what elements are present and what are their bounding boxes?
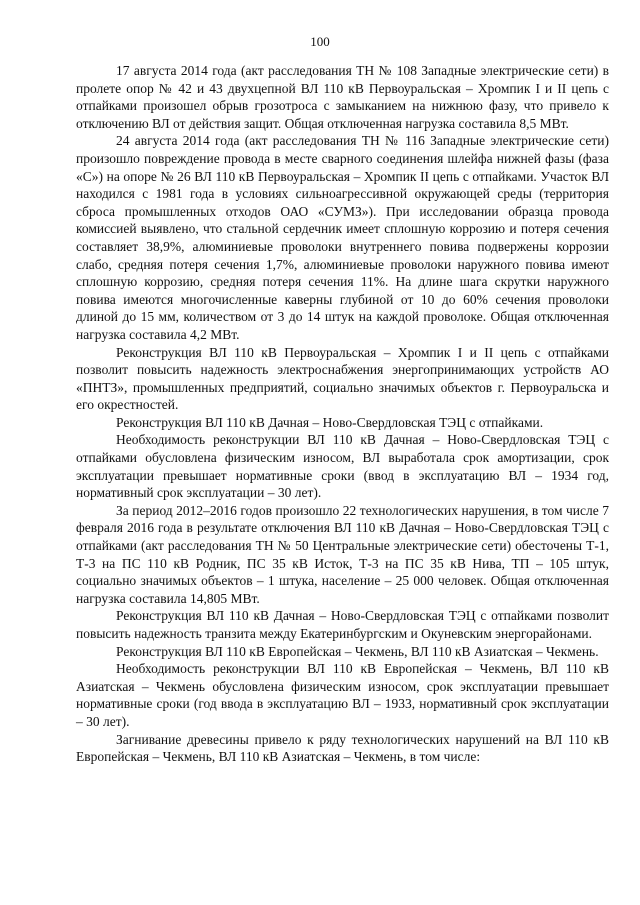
paragraph-8: Реконструкция ВЛ 110 кВ Европейская – Чекмень, ВЛ 110 кВ Азиатская – Чекмень. bbox=[116, 643, 599, 659]
paragraph-4: Реконструкция ВЛ 110 кВ Дачная – Ново-Свердловская ТЭЦ с отпайками. bbox=[116, 414, 544, 430]
document-body bbox=[76, 62, 609, 766]
paragraph-5: Необходимость реконструкции ВЛ 110 кВ Дачная – Ново-Свердловская ТЭЦ с отпайками обусловлена физическим износом, ВЛ выработала срок амортизации, срок эксплуатации превышает нормативные сроки (ввод в эксплуатацию ВЛ – 1934 год, нормативный срок эксплуатации – 30 лет). bbox=[76, 432, 609, 501]
page-number: 100 bbox=[310, 34, 330, 49]
paragraph-3: Реконструкция ВЛ 110 кВ Первоуральская – Хромпик I и II цепь с отпайками позволит повысить надежность электроснабжения энергопринимающих устройств АО «ПНТЗ», промышленных предприятий, социально значимых объектов г. Первоуральска и его окрестностей. bbox=[76, 344, 609, 413]
paragraph-1: 17 августа 2014 года (акт расследования ТН № 108 Западные электрические сети) в пролете опор № 42 и 43 двухцепной ВЛ 110 кВ Первоуральская – Хромпик I и II цепь с отпайками произошел обрыв грозотроса с замыканием на нижнюю фазу, что привело к отключению ВЛ от действия защит. Общая отключенная нагрузка составила 8,5 МВт. bbox=[76, 63, 609, 131]
paragraph-10: Загнивание древесины привело к ряду технологических нарушений на ВЛ 110 кВ Европейская – Чекмень, ВЛ 110 кВ Азиатская – Чекмень, в том числе: bbox=[76, 731, 609, 765]
paragraph-9: Необходимость реконструкции ВЛ 110 кВ Европейская – Чекмень, ВЛ 110 кВ Азиатская – Чекмень обусловлена физическим износом, срок эксплуатации превышает нормативные сроки (год ввода в эксплуатацию ВЛ – 1933, нормативный срок эксплуатации – 30 лет). bbox=[76, 661, 609, 729]
paragraph-2: 24 августа 2014 года (акт расследования ТН № 116 Западные электрические сети) произошло повреждение провода в месте сварного соединения шлейфа нижней фазы (фаза «С») на опоре № 26 ВЛ 110 кВ Первоуральская – Хромпик II цепь с отпайками. Участок ВЛ находился с 1981 года в условиях сильноагрессивной окружающей среды (территория сброса промышленных отходов ОАО «СУМЗ»). При исследовании образца провода комиссией выявлено, что стальной сердечник имеет сплошную коррозию и потеря сечения составляет 38,9%, алюминиевые проволоки внутреннего повива подвержены коррозии слабо, средняя потеря сечения 1,7%, алюминиевые проволоки наружного повива имеют сплошную коррозию, средняя потеря сечения 11%. На длине шага скрутки наружного повива имеются многочисленные каверны глубиной от 10 до 60% сечения проволоки длиной до 15 мм, количеством от 3 до 14 штук на каждой проволоке. Общая отключенная нагрузка составила 4,2 МВт. bbox=[76, 133, 609, 342]
paragraph-6: За период 2012–2016 годов произошло 22 технологических нарушения, в том числе 7 февраля 2016 года в результате отключения ВЛ 110 кВ Дачная – Ново-Свердловская ТЭЦ с отпайками (акт расследования ТН № 50 Центральные электрические сети) обесточены Т-1, Т-3 на ПС 110 кВ Родник, ПС 35 кВ Исток, Т-3 на ПС 35 кВ Нива, ТП – 105 штук, социально значимых объектов – 1 штука, население – 25 000 человек. Общая отключенная нагрузка составила 14,805 МВт. bbox=[76, 502, 609, 606]
paragraph-7: Реконструкция ВЛ 110 кВ Дачная – Ново-Свердловская ТЭЦ с отпайками позволит повысить надежность транзита между Екатеринбургским и Окуневским энергорайонами. bbox=[76, 608, 609, 641]
